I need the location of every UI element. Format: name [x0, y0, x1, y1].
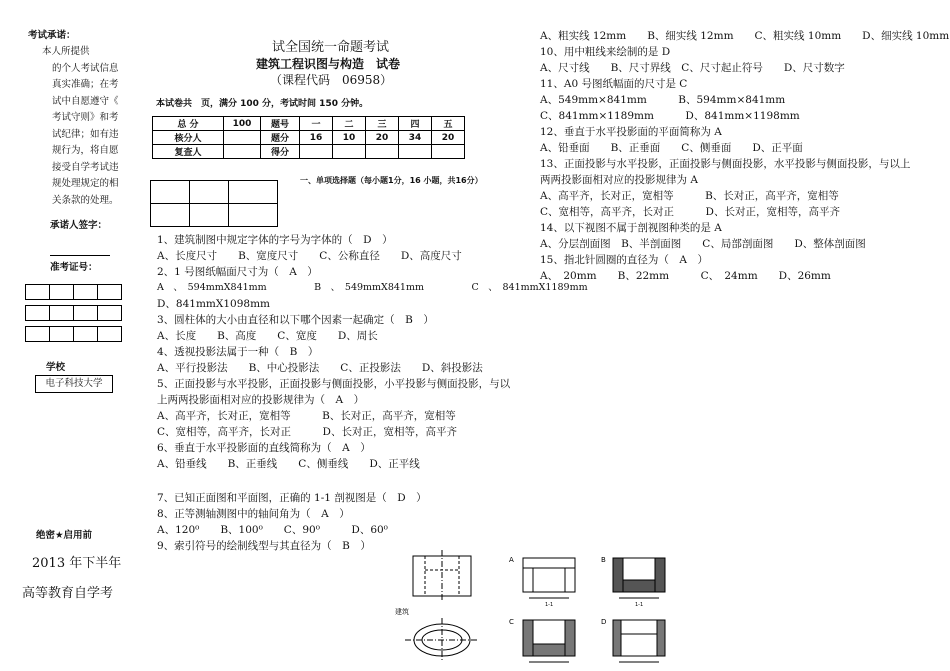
promise-line: 接受自学考试违 [52, 161, 119, 173]
question-line: 上两两投影面相对应的投影规律为（ A ） [157, 394, 365, 406]
question-line: A、粗实线 12mm B、细实线 12mm C、粗实线 10mm D、细实线 10mm [540, 30, 950, 42]
exam-id-label: 准考证号： [50, 262, 98, 273]
question-line: A、 20mm B、22mm C、 24mm D、26mm [540, 270, 831, 282]
promise-line: 真实准确；在考 [52, 79, 119, 90]
question-line: 6、垂直于水平投影面的直线简称为（ A ） [157, 442, 371, 454]
promise-text [42, 44, 119, 209]
score-cell[interactable] [224, 145, 261, 159]
figure-label-a: A [509, 556, 514, 564]
figure-cut-label-a: 1-1 [545, 602, 554, 608]
question-line: 2、1 号图纸幅面尺寸为（ A ） [157, 266, 318, 278]
score-cell: 二 [333, 117, 366, 131]
exam-title: 试全国统一命题考试 [272, 40, 390, 55]
right-questions [540, 28, 949, 284]
question-line: 15、指北针圆圈的直径为（ A ） [540, 254, 708, 266]
option-a-drawing [523, 558, 575, 598]
subject-title: 建筑工程识图与构造 试卷 [256, 57, 401, 71]
figure-cut-label-b: 1-1 [635, 602, 644, 608]
exam-sidebar [0, 0, 135, 671]
question-line: A、铅垂线 B、正垂线 C、侧垂线 D、正平线 [157, 458, 420, 470]
score-cell[interactable] [300, 145, 333, 159]
signature-line[interactable] [50, 255, 110, 256]
promise-line: 规行为，将自愿 [52, 145, 119, 156]
semester-text: 2013 年下半年 [32, 556, 122, 571]
promise-title: 考试承诺： [28, 30, 76, 41]
grading-box[interactable] [150, 180, 278, 227]
score-cell[interactable] [399, 145, 432, 159]
score-cell[interactable] [366, 145, 399, 159]
question-line: A 、 594mmX841mm B 、 549mmX841mm C 、 841mmX1189mm [157, 282, 588, 293]
question-line: 11、A0 号图纸幅面的尺寸是 C [540, 78, 688, 90]
section-1-title: 一、单项选择题（每小题1分，16 小题，共16分） [300, 176, 483, 185]
score-row-3 [153, 145, 465, 159]
question-line: A、长度 B、高度 C、宽度 D、周长 [157, 330, 378, 342]
plan-view-drawing [405, 618, 479, 662]
score-cell: 16 [300, 131, 333, 145]
question-line: 5、正面投影与水平投影，正面投影与侧面投影，小平投影与侧面投影，与以 [157, 378, 511, 390]
promise-line: 规处理规定的相 [52, 178, 119, 189]
score-cell: 20 [366, 131, 399, 145]
score-row-2 [153, 131, 465, 145]
school-field[interactable]: 电子科技大学 [35, 375, 113, 393]
question-line: D、841mmX1098mm [157, 298, 270, 310]
score-cell: 四 [399, 117, 432, 131]
question-line: A、549mm×841mm B、594mm×841mm [540, 94, 786, 106]
question-line: 14、以下视图不属于剖视图种类的是 A [540, 222, 722, 234]
question-line: 10、用中粗线来绘制的是 D [540, 46, 671, 58]
exam-type-text: 高等教育自学考 [22, 586, 114, 601]
promise-line: 试中自愿遵守《 [52, 95, 119, 107]
question-line: C、841mm×1189mm D、841mm×1198mm [540, 110, 800, 122]
score-cell[interactable] [333, 145, 366, 159]
secret-label: 绝密★启用前 [36, 530, 93, 541]
score-cell: 三 [366, 117, 399, 131]
promise-line: 考试守则》和考 [52, 112, 119, 123]
score-table [152, 116, 465, 159]
question-line: 9、索引符号的绘制线型与其直径为（ B ） [157, 540, 371, 552]
question-line: A、尺寸线 B、尺寸界线 C、尺寸起止符号 D、尺寸数字 [540, 62, 845, 74]
signature-label: 承诺人签字： [50, 220, 108, 231]
score-row-1 [153, 117, 465, 131]
promise-line: 关条款的处理。 [52, 194, 119, 206]
exam-id-grid-2[interactable] [25, 305, 122, 321]
figure-label-d: D [601, 618, 607, 626]
figure-label-c: C [509, 618, 514, 626]
school-label: 学校 [46, 362, 66, 373]
question-line: A、铅垂面 B、正垂面 C、侧垂面 D、正平面 [540, 142, 803, 154]
front-view-drawing [413, 550, 471, 600]
exam-info: 本试卷共 页，满分 100 分，考试时间 150 分钟。 [156, 99, 369, 109]
score-cell[interactable] [432, 145, 465, 159]
score-cell: 五 [432, 117, 465, 131]
promise-line: 试纪律；如有违 [52, 128, 119, 140]
question-line: 7、已知正面图和平面图，正确的 1-1 剖视图是（ D ） [157, 492, 427, 504]
option-d-drawing [613, 620, 665, 662]
score-cell: 34 [399, 131, 432, 145]
score-cell[interactable] [224, 131, 261, 145]
question-line: A、平行投影法 B、中心投影法 C、正投影法 D、斜投影法 [157, 362, 483, 374]
score-cell: 一 [300, 117, 333, 131]
question-line: 8、正等测轴测图中的轴间角为（ A ） [157, 508, 350, 520]
question-line: A、高平齐，长对正，宽相等 B、长对正，高平齐，宽相等 [540, 190, 839, 202]
score-cell: 总 分 [153, 117, 224, 131]
question-line: A、高平齐，长对正，宽相等 B、长对正，高平齐，宽相等 [157, 410, 456, 422]
figure-label-left: 建筑 [395, 608, 409, 616]
left-questions-lower [157, 490, 427, 554]
promise-line: 的个人考试信息 [52, 62, 119, 74]
question-line: A、分层剖面图 B、半剖面图 C、局部剖面图 D、整体剖面图 [540, 238, 866, 250]
question-line: A、120⁰ B、100⁰ C、90⁰ D、60⁰ [157, 524, 388, 536]
question-line: A、长度尺寸 B、宽度尺寸 C、公称直径 D、高度尺寸 [157, 250, 462, 262]
exam-id-grid-1[interactable] [25, 284, 122, 300]
score-cell: 得分 [261, 145, 300, 159]
question-line: 两两投影面相对应的投影规律为 A [540, 174, 698, 186]
score-cell: 复查人 [153, 145, 224, 159]
score-cell: 20 [432, 131, 465, 145]
course-code: （课程代码 06958） [270, 73, 393, 87]
question-line: 1、建筑制图中规定字体的字号为字体的（ D ） [157, 234, 393, 246]
score-cell: 100 [224, 117, 261, 131]
exam-id-grid-3[interactable] [25, 326, 122, 342]
score-cell: 10 [333, 131, 366, 145]
option-b-drawing [613, 558, 665, 598]
figure-label-b: B [601, 556, 606, 564]
question-line: 4、透视投影法属于一种（ B ） [157, 346, 319, 358]
question-line: 12、垂直于水平投影面的平面简称为 A [540, 126, 722, 138]
question-line: C、宽相等，高平齐，长对正 D、长对正，宽相等，高平齐 [540, 206, 840, 218]
question-line: C、宽相等，高平齐，长对正 D、长对正，宽相等，高平齐 [157, 426, 457, 438]
score-cell: 题分 [261, 131, 300, 145]
option-c-drawing [523, 620, 575, 662]
score-cell: 题号 [261, 117, 300, 131]
left-questions [157, 232, 588, 472]
question-line: 3、圆柱体的大小由直径和以下哪个因素一起确定（ B ） [157, 314, 434, 326]
score-cell: 核分人 [153, 131, 224, 145]
question-line: 13、正面投影与水平投影，正面投影与侧面投影，水平投影与侧面投影，与以上 [540, 158, 911, 170]
promise-line: 本人所提供 [42, 46, 90, 57]
section-view-figure [395, 548, 675, 668]
